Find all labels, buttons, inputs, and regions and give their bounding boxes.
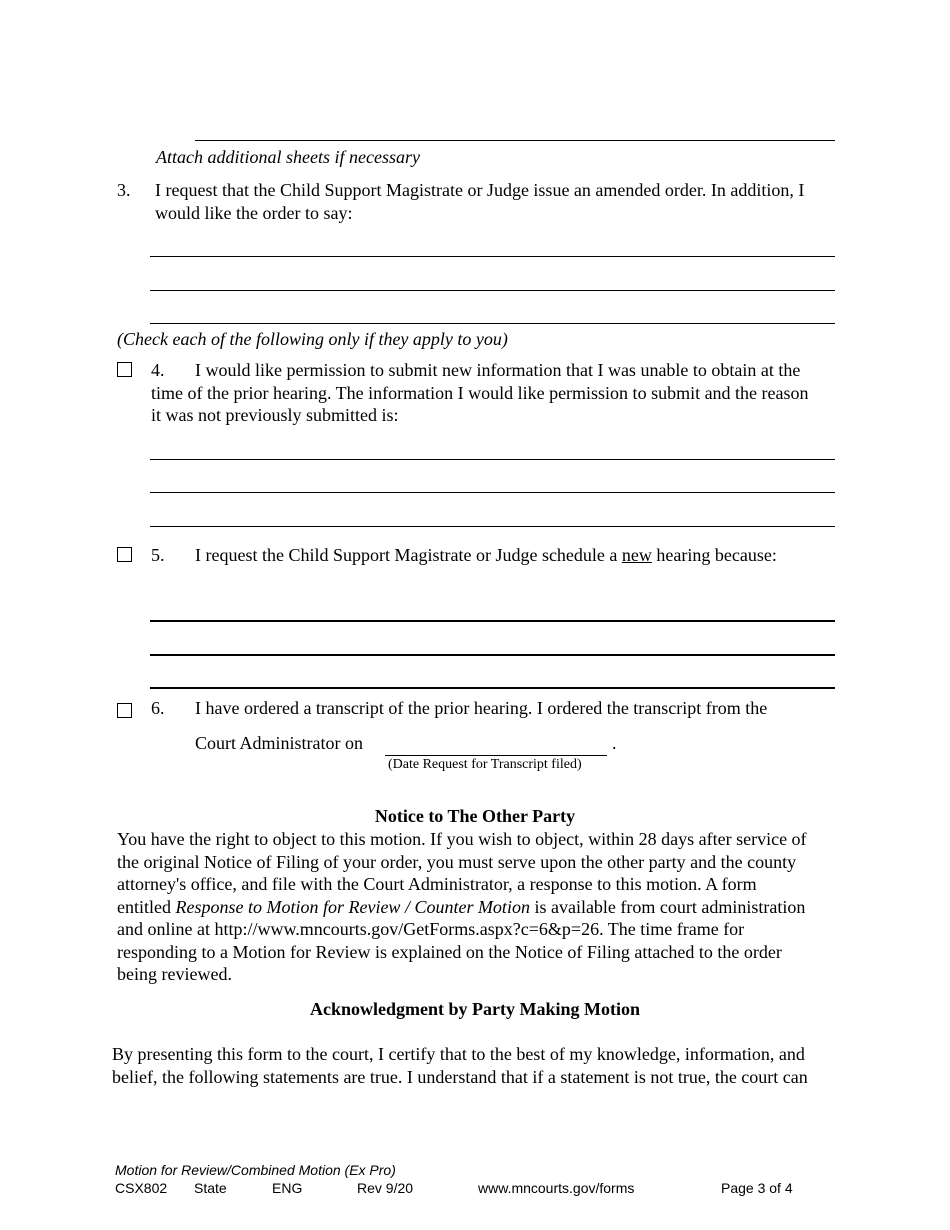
footer-website[interactable]: www.mncourts.gov/forms (478, 1180, 635, 1196)
item3-line2: would like the order to say: (155, 202, 353, 223)
item4-text (151, 359, 851, 427)
item4-answer-line-2[interactable] (150, 492, 835, 493)
item4-answer-line-3[interactable] (150, 526, 835, 527)
top-fill-line (195, 140, 835, 141)
item3-line1: I request that the Child Support Magistrate or Judge issue an amended order. In addition, I (155, 180, 805, 200)
footer-language: ENG (272, 1180, 303, 1196)
item6-number: 6. (151, 698, 165, 718)
footer-revision: Rev 9/20 (357, 1180, 414, 1196)
footer-jurisdiction: State (194, 1180, 227, 1196)
ack-line-2: belief, the following statements are true. I understand that if a statement is not true, the court can (112, 1066, 808, 1087)
item6-checkbox[interactable] (117, 703, 132, 718)
ack-heading: Acknowledgment by Party Making Motion (310, 999, 640, 1019)
item4-line2: time of the prior hearing. The information I would like permission to submit and the reason (151, 382, 809, 403)
notice-line-4-post: is available from court administration (529, 896, 806, 917)
item4-line3: it was not previously submitted is: (151, 405, 399, 425)
item5-number: 5. (151, 545, 165, 565)
response-form-title: Response to Motion for Review / Counter Motion (175, 896, 530, 917)
item5-checkbox[interactable] (117, 547, 132, 562)
notice-line-5: and online at http://www.mncourts.gov/GetForms.aspx?c=6&p=26. The time frame for (117, 919, 745, 939)
item6-line2: Court Administrator on (195, 733, 363, 753)
attach-note: Attach additional sheets if necessary (156, 147, 420, 167)
item6-period: . (612, 733, 617, 753)
notice-line-4-pre: entitled (117, 896, 176, 917)
item4-line1 (151, 359, 851, 382)
item4-line1-text: I would like permission to submit new information that I was unable to obtain at the (195, 360, 801, 380)
item3-answer-line-1[interactable] (150, 256, 835, 257)
item3-text (155, 179, 855, 224)
item5-text-underlined: new (621, 545, 652, 565)
item3-number: 3. (117, 180, 131, 200)
item5-answer-line-2[interactable] (150, 654, 835, 656)
notice-line-2: the original Notice of Filing of your order, you must serve upon the other party and the county (117, 851, 797, 872)
item3-answer-line-2[interactable] (150, 290, 835, 291)
notice-line-1: You have the right to object to this motion. If you wish to object, within 28 days after service of (117, 829, 807, 849)
item5-answer-line-1[interactable] (150, 620, 835, 622)
notice-line-3: attorney's office, and file with the Court Administrator, a response to this motion. A form (117, 874, 757, 894)
notice-line-7: being reviewed. (117, 964, 232, 984)
footer-form-code: CSX802 (115, 1180, 168, 1196)
notice-line-6: responding to a Motion for Review is explained on the Notice of Filing attached to the order (117, 941, 782, 962)
item5-text (195, 545, 777, 566)
check-instruction: (Check each of the following only if they apply to you) (117, 329, 508, 349)
ack-paragraph (112, 1043, 852, 1088)
item4-checkbox[interactable] (117, 362, 132, 377)
item5-text-before: I request the Child Support Magistrate or Judge schedule a (195, 545, 622, 565)
item6-line1: I have ordered a transcript of the prior hearing. I ordered the transcript from the (195, 698, 768, 718)
item5-text-after: hearing because: (651, 545, 777, 565)
item5-answer-line-3[interactable] (150, 687, 835, 689)
ack-line-1: By presenting this form to the court, I certify that to the best of my knowledge, information, and (112, 1044, 805, 1064)
notice-line-4 (117, 896, 847, 919)
footer-form-title: Motion for Review/Combined Motion (Ex Pro) (115, 1162, 396, 1178)
date-caption: (Date Request for Transcript filed) (388, 757, 582, 772)
item4-answer-line-1[interactable] (150, 459, 835, 460)
transcript-date-field[interactable] (385, 755, 607, 756)
notice-heading: Notice to The Other Party (374, 806, 576, 826)
item4-number: 4. (151, 360, 165, 380)
item3-answer-line-3[interactable] (150, 323, 835, 324)
footer-page-number: Page 3 of 4 (721, 1180, 793, 1196)
notice-paragraph (117, 828, 847, 986)
